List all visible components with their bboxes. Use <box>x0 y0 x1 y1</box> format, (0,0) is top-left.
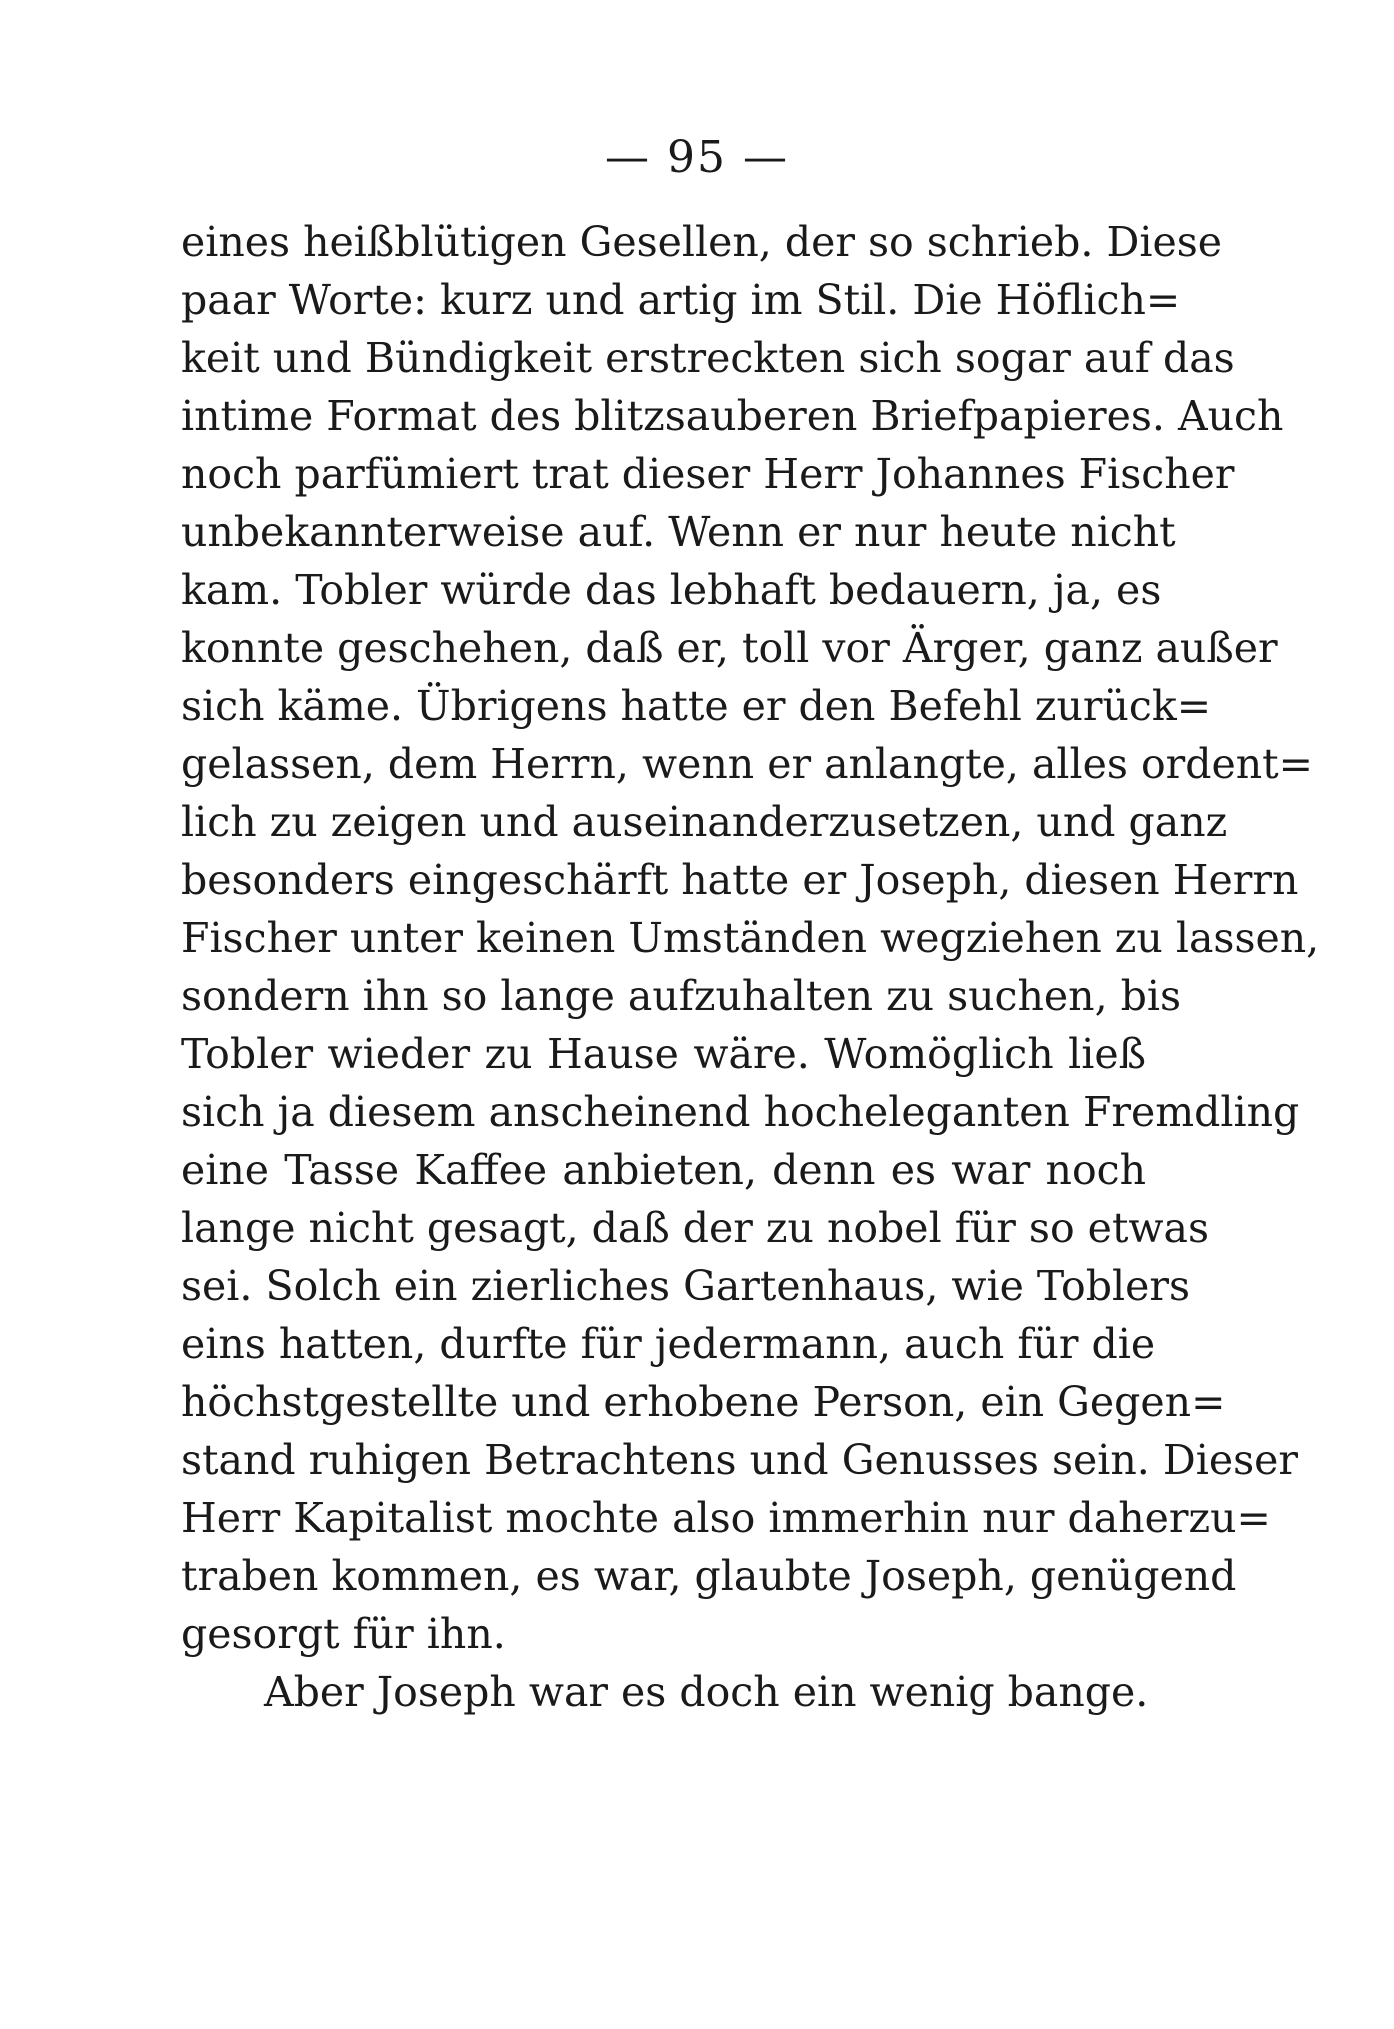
text-line: keit und Bündigkeit erstreckten sich sogar auf das <box>181 334 1235 382</box>
text-line: Herr Kapitalist mochte also immerhin nur daherzu= <box>181 1494 1271 1542</box>
page-number: — 95 — <box>605 132 789 183</box>
text-line: sich käme. Übrigens hatte er den Befehl zurück= <box>181 682 1212 730</box>
text-line: konnte geschehen, daß er, toll vor Ärger, ganz außer <box>181 624 1278 672</box>
text-line: stand ruhigen Betrachtens und Genusses sein. Dieser <box>181 1436 1298 1484</box>
text-line: unbekannterweise auf. Wenn er nur heute nicht <box>181 508 1176 556</box>
text-line: paar Worte: kurz und artig im Stil. Die Höflich= <box>181 276 1181 324</box>
body-text <box>181 213 1320 1721</box>
text-line: noch parfümiert trat dieser Herr Johannes Fischer <box>181 450 1235 498</box>
text-line: gesorgt für ihn. <box>181 1610 506 1658</box>
text-line: lich zu zeigen und auseinanderzusetzen, und ganz <box>181 798 1228 846</box>
text-line: traben kommen, es war, glaubte Joseph, genügend <box>181 1552 1237 1600</box>
text-line: sondern ihn so lange aufzuhalten zu suchen, bis <box>181 972 1182 1020</box>
text-line: gelassen, dem Herrn, wenn er anlangte, alles ordent= <box>181 740 1313 788</box>
text-line: sich ja diesem anscheinend hocheleganten Fremdling <box>181 1088 1300 1136</box>
text-line: höchstgestellte und erhobene Person, ein Gegen= <box>181 1378 1226 1426</box>
paragraph-1 <box>181 213 1320 1663</box>
text-line: Aber Joseph war es doch ein wenig bange. <box>264 1668 1149 1716</box>
text-line: kam. Tobler würde das lebhaft bedauern, ja, es <box>181 566 1162 614</box>
text-line: Fischer unter keinen Umständen wegziehen zu lassen, <box>181 914 1320 962</box>
text-line: eines heißblütigen Gesellen, der so schrieb. Diese <box>181 218 1223 266</box>
text-line: sei. Solch ein zierliches Gartenhaus, wie Toblers <box>181 1262 1191 1310</box>
text-line: besonders eingeschärft hatte er Joseph, diesen Herrn <box>181 856 1299 904</box>
paragraph-2 <box>181 1663 1149 1721</box>
text-line: Tobler wieder zu Hause wäre. Womöglich ließ <box>181 1030 1146 1078</box>
text-line: eins hatten, durfte für jedermann, auch für die <box>181 1320 1156 1368</box>
text-line: intime Format des blitzsauberen Briefpapieres. Auch <box>181 392 1284 440</box>
text-line: eine Tasse Kaffee anbieten, denn es war noch <box>181 1146 1146 1194</box>
text-line: lange nicht gesagt, daß der zu nobel für so etwas <box>181 1204 1210 1252</box>
